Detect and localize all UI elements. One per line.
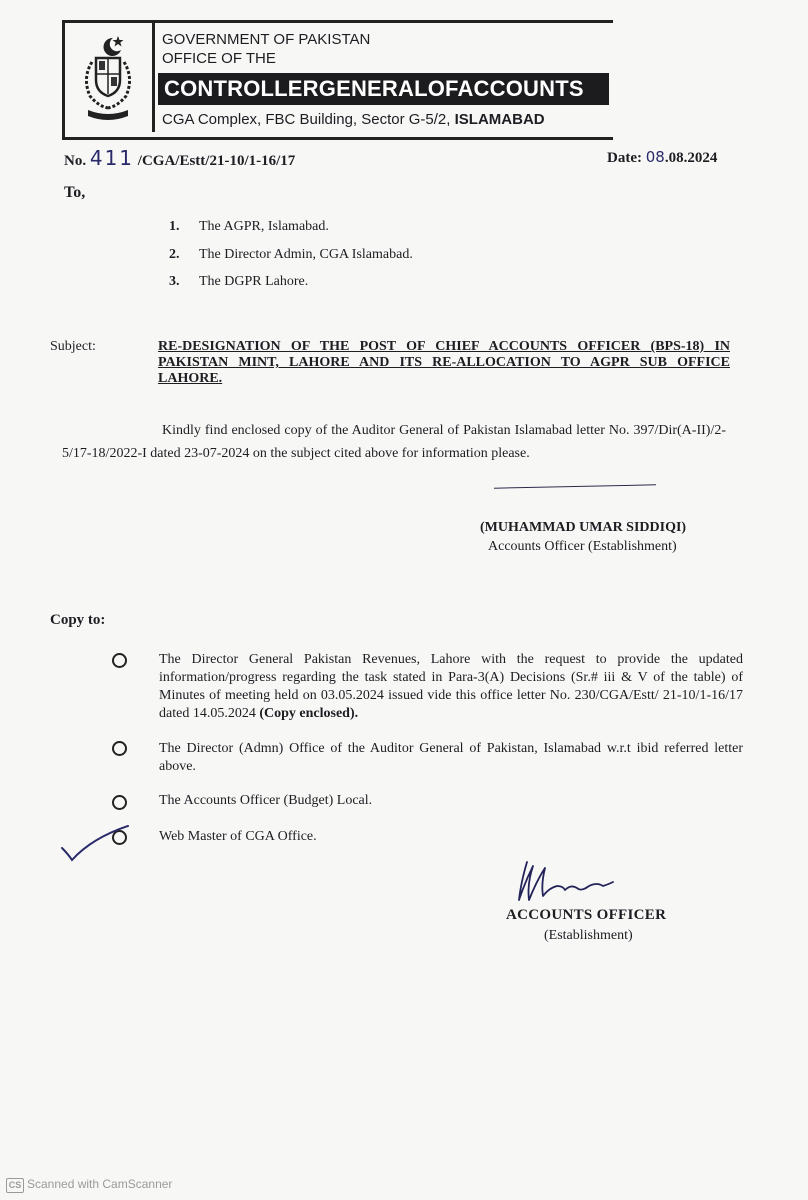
addressee-text: The AGPR, Islamabad. — [199, 219, 329, 234]
subject-text: RE-DESIGNATION OF THE POST OF CHIEF ACCOUNTS OFFICER (BPS-18) IN PAKISTAN MINT, LAHORE AND ITS RE-ALLOCATION TO AGPR SUB OFFICE LAHORE. — [158, 339, 730, 386]
signatory-title: Accounts Officer (Establishment) — [488, 539, 677, 554]
date-label: Date: — [607, 150, 646, 166]
govt-name: GOVERNMENT OF PAKISTAN — [162, 31, 371, 48]
signatory-name: (MUHAMMAD UMAR SIDDIQI) — [480, 520, 687, 535]
closing-title: ACCOUNTS OFFICER — [506, 907, 667, 923]
body-paragraph: Kindly find enclosed copy of the Auditor General of Pakistan Islamabad letter No. 397/Dir(A-II)/2-5/17-18/2022-I dated 23-07-2024 on the subject cited above for information please. — [62, 423, 726, 461]
reference-number-handwritten: 411 — [89, 146, 135, 170]
handwritten-signature-icon — [515, 858, 635, 908]
camscanner-logo: CS — [6, 1178, 24, 1193]
subject-label: Subject: — [50, 339, 96, 354]
addressee-number: 3. — [169, 274, 180, 289]
addressee-text: The DGPR Lahore. — [199, 274, 309, 289]
signature-line — [494, 484, 656, 488]
letter-reference — [64, 146, 295, 170]
copy-item: Web Master of CGA Office. — [159, 829, 317, 844]
addressee-number: 1. — [169, 219, 180, 234]
pakistan-emblem-icon — [66, 24, 150, 130]
camscanner-watermark: Scanned with CamScanner — [27, 1177, 173, 1191]
copy-item: The Accounts Officer (Budget) Local. — [159, 793, 373, 808]
copy-to-label: Copy to: — [50, 612, 106, 628]
reference-code: /CGA/Estt/21-10/1-16/17 — [134, 153, 296, 169]
date-rest: .08.2024 — [664, 150, 718, 166]
office-address — [162, 111, 545, 128]
letter-date — [607, 148, 717, 167]
office-name: CONTROLLERGENERALOFACCOUNTS — [164, 76, 584, 101]
office-of-line: OFFICE OF THE — [162, 50, 276, 67]
addressee-item — [169, 247, 413, 263]
addressee-text: The Director Admin, CGA Islamabad. — [199, 247, 413, 262]
bullet-circle-icon — [112, 653, 127, 668]
addressee-item — [169, 274, 308, 290]
copy-item — [159, 651, 743, 723]
copy-enclosed-note: (Copy enclosed). — [259, 706, 359, 721]
to-label: To, — [64, 184, 86, 201]
reference-prefix: No. — [64, 153, 90, 169]
addressee-number: 2. — [169, 247, 180, 262]
address-street: CGA Complex, FBC Building, Sector G-5/2, — [162, 111, 455, 128]
date-day-handwritten: 08 — [645, 148, 665, 166]
emblem-frame — [64, 22, 155, 132]
closing-subtitle: (Establishment) — [544, 928, 633, 943]
bullet-circle-icon — [112, 795, 127, 810]
copy-item: The Director (Admn) Office of the Auditor General of Pakistan, Islamabad w.r.t ibid referred letter above. — [159, 741, 743, 774]
address-city: ISLAMABAD — [454, 111, 545, 128]
copy-item-text: The Director General Pakistan Revenues, Lahore with the request to provide the updated information/progress regarding the task stated in Para-3(A) Decisions (Sr.# iii & V of the table) of Minutes of meeting held on 03.05.2024 issued vide this office letter No. 230/CGA/Estt/ 21-10/1-16/17 dated 14.05.2024 — [159, 652, 743, 721]
bullet-circle-icon — [112, 741, 127, 756]
handwritten-checkmark-icon — [60, 822, 132, 864]
addressee-item — [169, 219, 329, 235]
